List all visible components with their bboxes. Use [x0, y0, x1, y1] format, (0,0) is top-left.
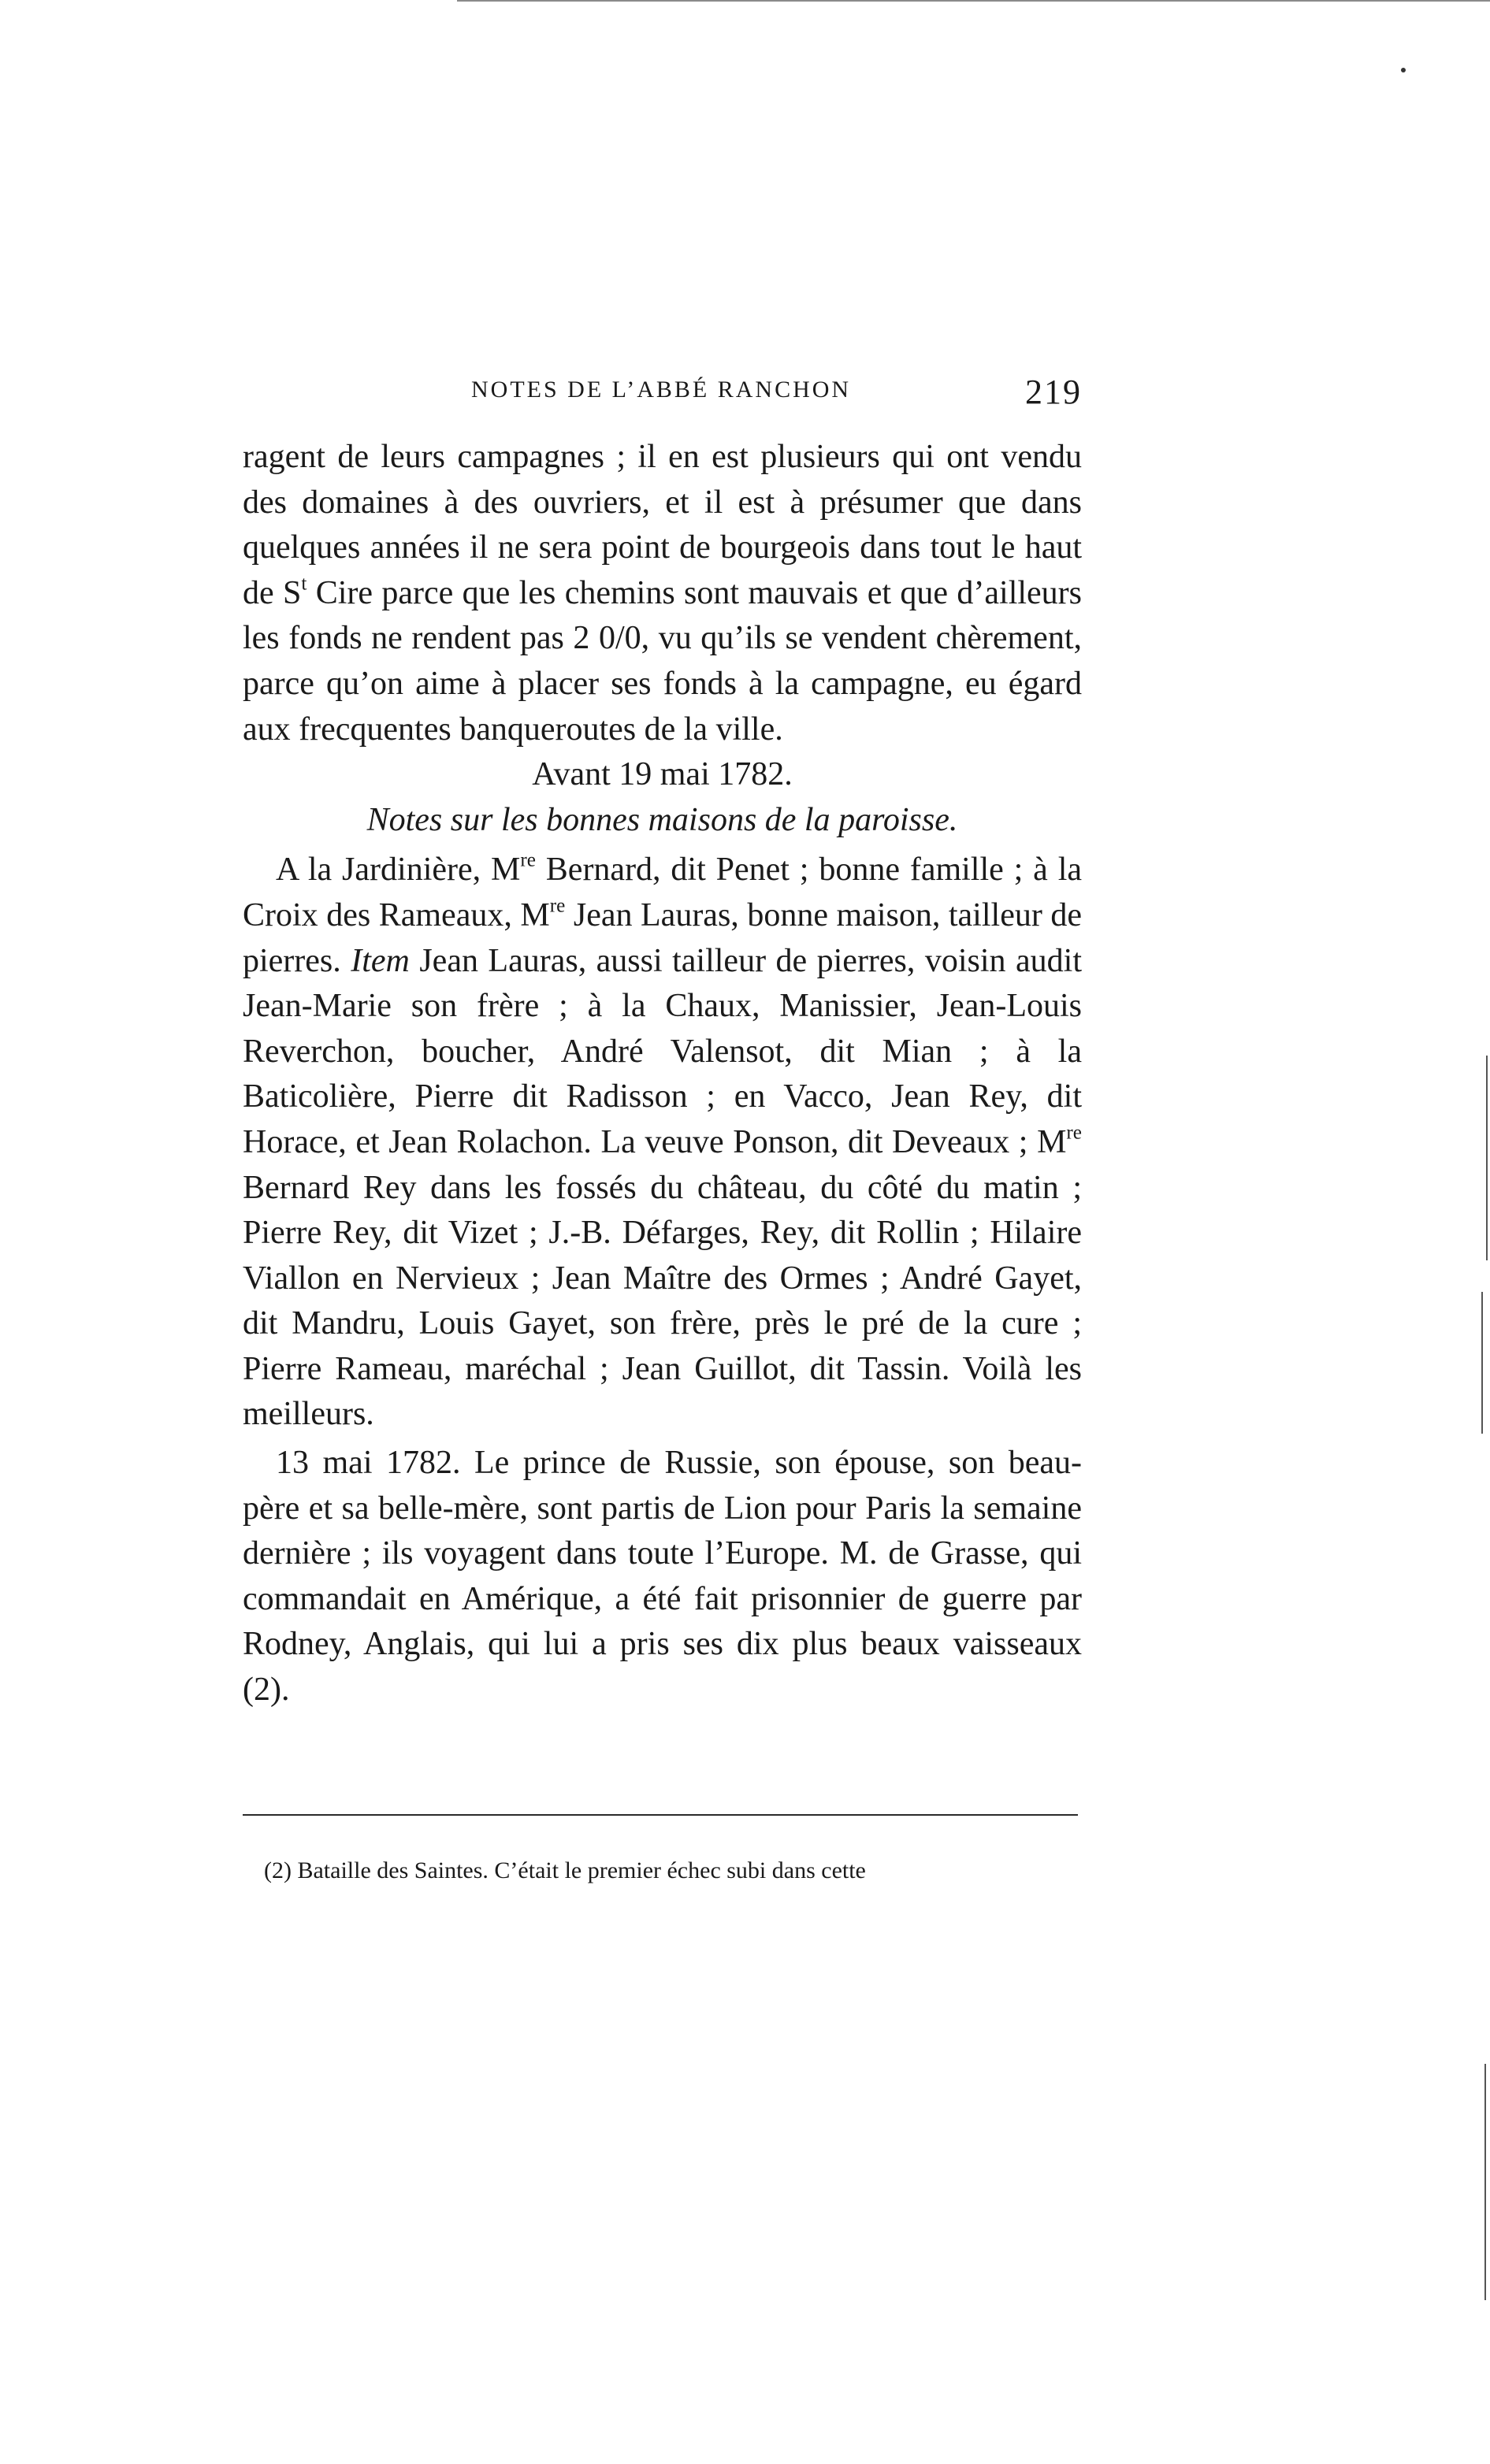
- superscript: re: [549, 895, 566, 917]
- paragraph-may-13: 13 mai 1782. Le prince de Russie, son épouse, son beau-père et sa belle-mère, sont partis de Lion pour Paris la semaine dernière ; ils voyagent dans toute l’Europe. M. de Grasse, qui commandait en Amérique, a été fait prisonnier de guerre par Rodney, Anglais, qui lui a pris ses dix plus beaux vaisseaux (2).: [243, 1445, 1082, 1709]
- footnote: (2) Bataille des Saintes. C’était le premier échec subi dans cette: [264, 1857, 866, 1883]
- date-heading: Avant 19 mai 1782.: [532, 756, 793, 793]
- scan-edge-mark: [1484, 2064, 1486, 2300]
- paragraph-continuation: ragent de leurs campagnes ; il en est plusieurs qui ont vendu des domaines à des ouvriers, et il est à présumer que dans quelques années il ne sera point de bourgeois dans tout le haut de $S^t$ Cire parce que les chemins sont mauvais et que d’ailleurs les fonds ne rendent pas 2 0/0, vu qu’ils se vendent chèrement, parce qu’on aime à placer ses fonds à la campagne, eu égard aux frecquentes banqueroutes de la ville.: [243, 439, 1083, 748]
- scan-speck: [1401, 68, 1406, 72]
- running-title: NOTES DE L’ABBÉ RANCHON: [471, 377, 852, 403]
- paragraph-good-houses: A la Jardinière, Mre Bernard, dit Penet ; bonne famille ; à la Croix des Rameaux, Mre Jean Lauras, bonne maison, tailleur de pierres. Item Jean Lauras, aussi tailleur de pierres, voisin audit Jean-Marie son frère ; à la Chaux, Manissier, Jean-Louis Reverchon, boucher, André Valensot, dit Mian ; à la Baticolière, Pierre dit Radisson ; en Vacco, Jean Rey, dit Horace, et Jean Rolachon. La veuve Ponson, dit Deveaux ; Mre Bernard Rey dans les fossés du château, du côté du matin ; Pierre Rey, dit Vizet ; J.-B. Défarges, Rey, dit Rollin ; Hilaire Viallon en Nervieux ; Jean Maître des Ormes ; André Gayet, dit Mandru, Louis Gayet, son frère, près le pré de la cure ; Pierre Rameau, maréchal ; Jean Guillot, dit Tassin. Voilà les meilleurs.: [243, 849, 1083, 1433]
- section-title: Notes sur les bonnes maisons de la paroisse.: [366, 801, 958, 838]
- scan-top-edge: [457, 0, 1490, 2]
- scan-edge-mark: [1486, 1056, 1488, 1260]
- superscript: re: [520, 849, 536, 871]
- superscript: re: [1066, 1122, 1082, 1144]
- running-head: [243, 373, 1082, 416]
- page-number: 219: [1025, 373, 1082, 411]
- italic-word: Item: [351, 942, 410, 979]
- main-text: [243, 435, 1082, 1713]
- superscript: t: [301, 573, 307, 595]
- footnote-rule: [243, 1814, 1078, 1816]
- scan-edge-mark: [1481, 1292, 1483, 1434]
